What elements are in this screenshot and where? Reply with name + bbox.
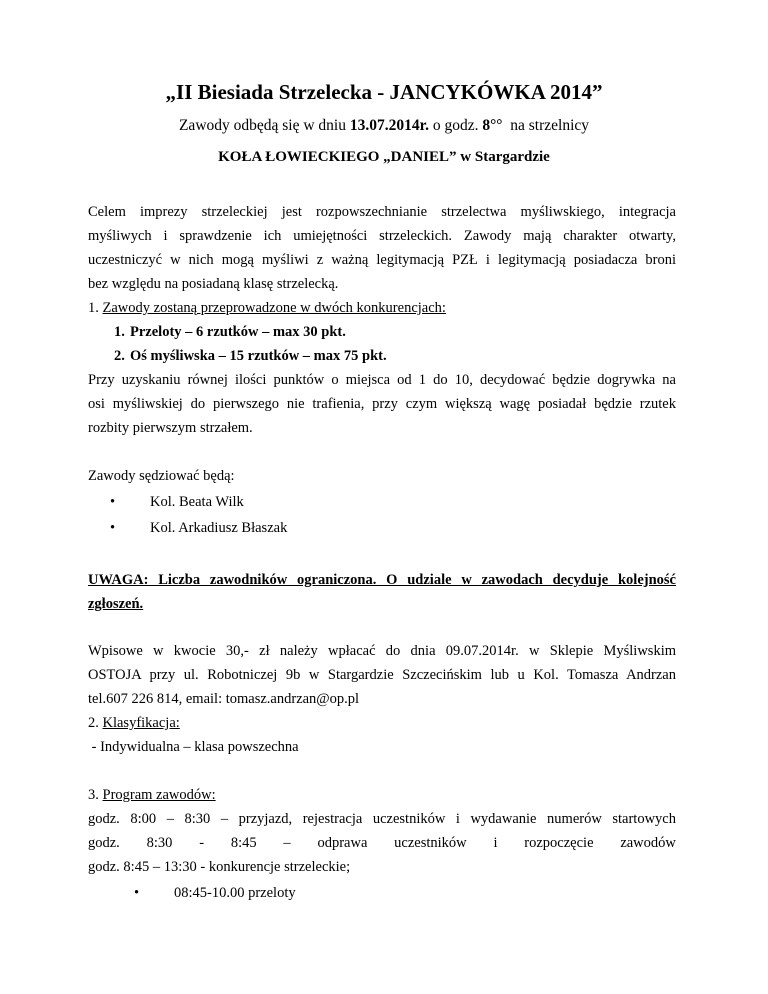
competition-item: [114, 324, 346, 341]
section1-title: Zawody zostaną przeprowadzone w dwóch konkurencjach:: [102, 300, 446, 316]
time-prefix: o godz.: [428, 117, 483, 134]
notice-line: UWAGA: Liczba zawodników ograniczona. O udziale w zawodach decyduje kolejność: [88, 572, 676, 588]
section3-title: Program zawodów:: [102, 787, 216, 803]
judge-item: [110, 494, 244, 511]
section2-number: 2.: [88, 715, 103, 731]
competition-number: 1.: [114, 324, 125, 340]
judges-intro: Zawody sędziować będą:: [88, 468, 235, 484]
intro-line: Celem imprezy strzeleckiej jest rozpowszechnianie strzelectwa myśliwskiego, integracja: [88, 204, 676, 220]
event-date-line: [0, 117, 768, 135]
program-word: 8:30: [146, 835, 173, 851]
competition-item: [114, 348, 387, 365]
judge-name: Kol. Arkadiusz Błaszak: [150, 520, 288, 536]
judge-name: Kol. Beata Wilk: [150, 494, 244, 510]
program-word: uczestników: [394, 835, 467, 851]
intro-line: myśliwych i sprawdzenie ich umiejętności strzeleckich. Zawody mają charakter otwarty,: [88, 228, 676, 244]
event-date: 13.07.2014r.: [349, 117, 429, 134]
tiebreak-line: osi myśliwskiej do pierwszego nie trafienia, przy czym większą wagę posiadał będzie rzutek: [88, 396, 676, 412]
venue-line: KOŁA ŁOWIECKIEGO „DANIEL” w Stargardzie: [218, 149, 550, 165]
tiebreak-line: Przy uzyskaniu równej ilości punktów o miejsca od 1 do 10, decydować będzie dogrywka na: [88, 372, 676, 388]
competition-text: Przeloty – 6 rzutków – max 30 pkt.: [130, 324, 346, 340]
classification-item: - Indywidualna – klasa powszechna: [88, 739, 299, 755]
notice-line: zgłoszeń.: [88, 596, 144, 612]
program-bullet-item: [134, 885, 296, 902]
section3-number: 3.: [88, 787, 103, 803]
fee-line: tel.607 226 814, email: tomasz.andrzan@op.pl: [88, 691, 360, 707]
bullet-icon: •: [134, 885, 140, 901]
section3-heading: [88, 787, 216, 804]
section1-heading: [88, 300, 446, 317]
program-word: i: [493, 835, 498, 851]
program-line: godz. 8:45 – 13:30 - konkurencje strzeleckie;: [88, 859, 351, 875]
competition-text: Oś myśliwska – 15 rzutków – max 75 pkt.: [130, 348, 387, 364]
program-word: -: [199, 835, 205, 851]
fee-line: OSTOJA przy ul. Robotniczej 9b w Stargardzie Szczecińskim lub u Kol. Tomasza Andrzan: [88, 667, 676, 683]
program-word: –: [283, 835, 291, 851]
program-bullet-text: 08:45-10.00 przeloty: [174, 885, 296, 901]
program-word: godz.: [88, 835, 120, 851]
tiebreak-line: rozbity pierwszym strzałem.: [88, 420, 253, 436]
intro-line: uczestniczyć w nich mogą myśliwi z ważną legitymacją PZŁ i legitymacją posiadacza broni: [88, 252, 676, 268]
competition-number: 2.: [114, 348, 125, 364]
document-title: „II Biesiada Strzelecka - JANCYKÓWKA 2014”: [165, 80, 603, 104]
program-word: 8:45: [230, 835, 257, 851]
program-line: [88, 835, 676, 852]
section2-title: Klasyfikacja:: [102, 715, 180, 731]
event-time: 8°°: [482, 117, 503, 134]
program-word: zawodów: [620, 835, 676, 851]
bullet-icon: •: [110, 520, 116, 536]
intro-line: bez względu na posiadaną klasę strzelecką.: [88, 276, 339, 292]
program-word: rozpoczęcie: [524, 835, 594, 851]
fee-line: Wpisowe w kwocie 30,- zł należy wpłacać do dnia 09.07.2014r. w Sklepie Myśliwskim: [88, 643, 676, 659]
bullet-icon: •: [110, 494, 116, 510]
judge-item: [110, 520, 287, 537]
date-prefix: Zawody odbędą się w dniu: [178, 117, 350, 134]
section2-heading: [88, 715, 180, 732]
venue-prefix: na strzelnicy: [502, 117, 590, 134]
program-line: godz. 8:00 – 8:30 – przyjazd, rejestracja uczestników i wydawanie numerów startowych: [88, 811, 676, 827]
section1-number: 1.: [88, 300, 103, 316]
program-word: odprawa: [317, 835, 368, 851]
